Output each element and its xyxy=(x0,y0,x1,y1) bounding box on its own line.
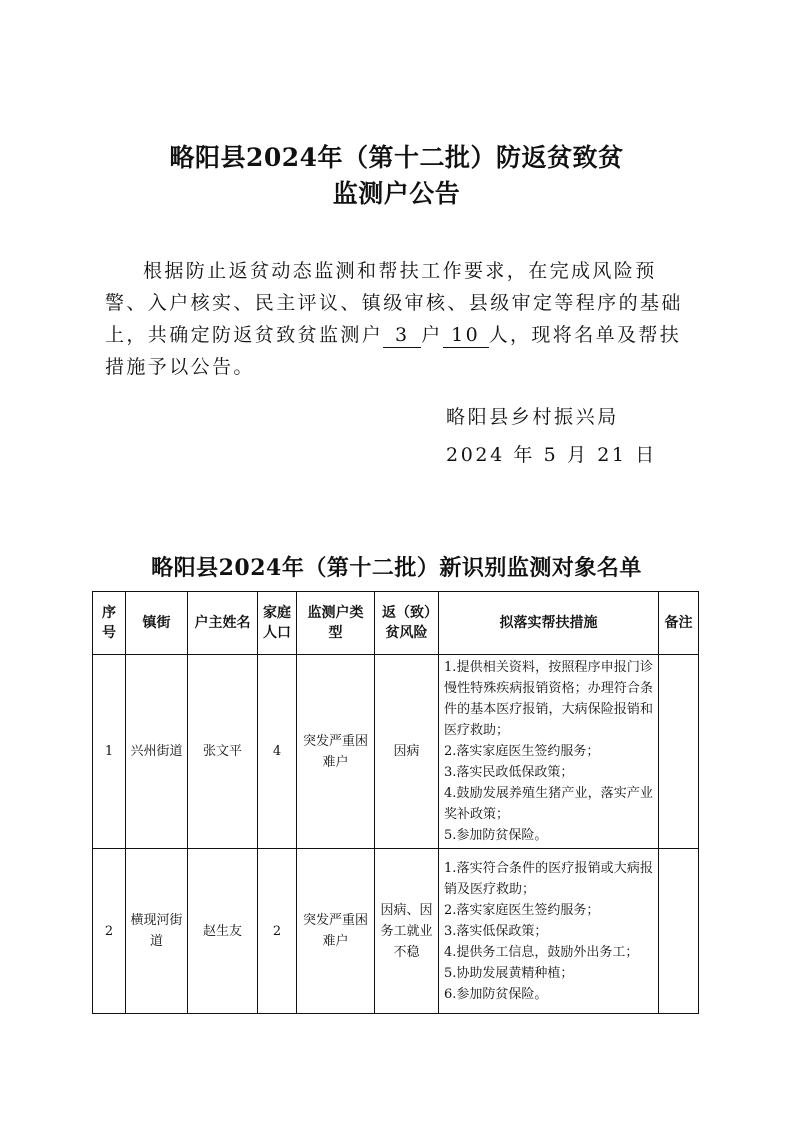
cell-risk: 因病、因务工就业不稳 xyxy=(375,849,439,1014)
measure-item: 6.参加防贫保险。 xyxy=(444,986,548,1002)
cell-town: 兴州街道 xyxy=(126,655,188,849)
table-row xyxy=(93,655,699,849)
header-seq: 序号 xyxy=(93,592,126,655)
measure-item: 4.鼓励发展养殖生猪产业，落实产业奖补政策； xyxy=(444,786,653,822)
cell-size: 4 xyxy=(258,655,297,849)
measure-item: 2.落实家庭医生签约服务； xyxy=(444,902,600,918)
paragraph-text-start: 根据防止返贫动态监测和帮扶工作要求，在完成风险预警、入户核实、民主评议、镇级审核、县级审定等程序的基础上，共确定防返贫致贫监测户 xyxy=(105,260,683,346)
list-title: 略阳县2024年（第十二批）新识别监测对象名单 xyxy=(151,555,642,581)
cell-note xyxy=(659,655,699,849)
cell-town: 横现河街道 xyxy=(126,849,188,1014)
measure-item: 1.提供相关资料，按照程序申报门诊慢性特殊疾病报销资格；办理符合条件的基本医疗报销，大病保险报销和医疗救助； xyxy=(444,660,653,738)
household-unit: 户 xyxy=(421,324,443,346)
notice-paragraph xyxy=(105,255,695,383)
notice-title-line2: 监测户公告 xyxy=(332,179,461,208)
notice-title-line1: 略阳县2024年（第十二批）防返贫致贫 xyxy=(169,143,624,172)
cell-note xyxy=(659,849,699,1014)
header-head: 户主姓名 xyxy=(188,592,258,655)
cell-seq: 2 xyxy=(93,849,126,1014)
measure-item: 1.落实符合条件的医疗报销或大病报销及医疗救助； xyxy=(444,860,653,897)
cell-type: 突发严重困难户 xyxy=(297,655,375,849)
cell-head: 张文平 xyxy=(188,655,258,849)
issue-date: 2024 年 5 月 21 日 xyxy=(446,444,657,466)
measure-item: 5.参加防贫保险。 xyxy=(444,828,548,843)
header-type: 监测户类型 xyxy=(297,592,375,655)
issuer-name: 略阳县乡村振兴局 xyxy=(446,406,619,428)
person-count: 10 xyxy=(443,323,489,348)
measure-item: 5.协助发展黄精种植； xyxy=(444,965,574,981)
cell-head: 赵生友 xyxy=(188,849,258,1014)
measure-item: 3.落实民政低保政策； xyxy=(444,765,574,780)
header-note: 备注 xyxy=(659,592,699,655)
header-size: 家庭人口 xyxy=(258,592,297,655)
household-count: 3 xyxy=(383,323,421,348)
table-header-row xyxy=(93,592,699,655)
cell-measures xyxy=(439,655,659,849)
measure-item: 2.落实家庭医生签约服务； xyxy=(444,744,600,759)
measure-item: 3.落实低保政策； xyxy=(444,923,548,939)
cell-seq: 1 xyxy=(93,655,126,849)
measure-item: 4.提供务工信息，鼓励外出务工； xyxy=(444,944,639,960)
header-risk: 返（致）贫风险 xyxy=(375,592,439,655)
cell-measures xyxy=(439,849,659,1014)
table-row xyxy=(93,849,699,1014)
cell-risk: 因病 xyxy=(375,655,439,849)
cell-size: 2 xyxy=(258,849,297,1014)
header-town: 镇街 xyxy=(126,592,188,655)
header-measures: 拟落实帮扶措施 xyxy=(439,592,659,655)
cell-type: 突发严重困难户 xyxy=(297,849,375,1014)
paragraph-text-end: 人，现将名单及帮扶措施予以公告。 xyxy=(105,324,682,378)
monitoring-list-table xyxy=(92,591,699,1014)
